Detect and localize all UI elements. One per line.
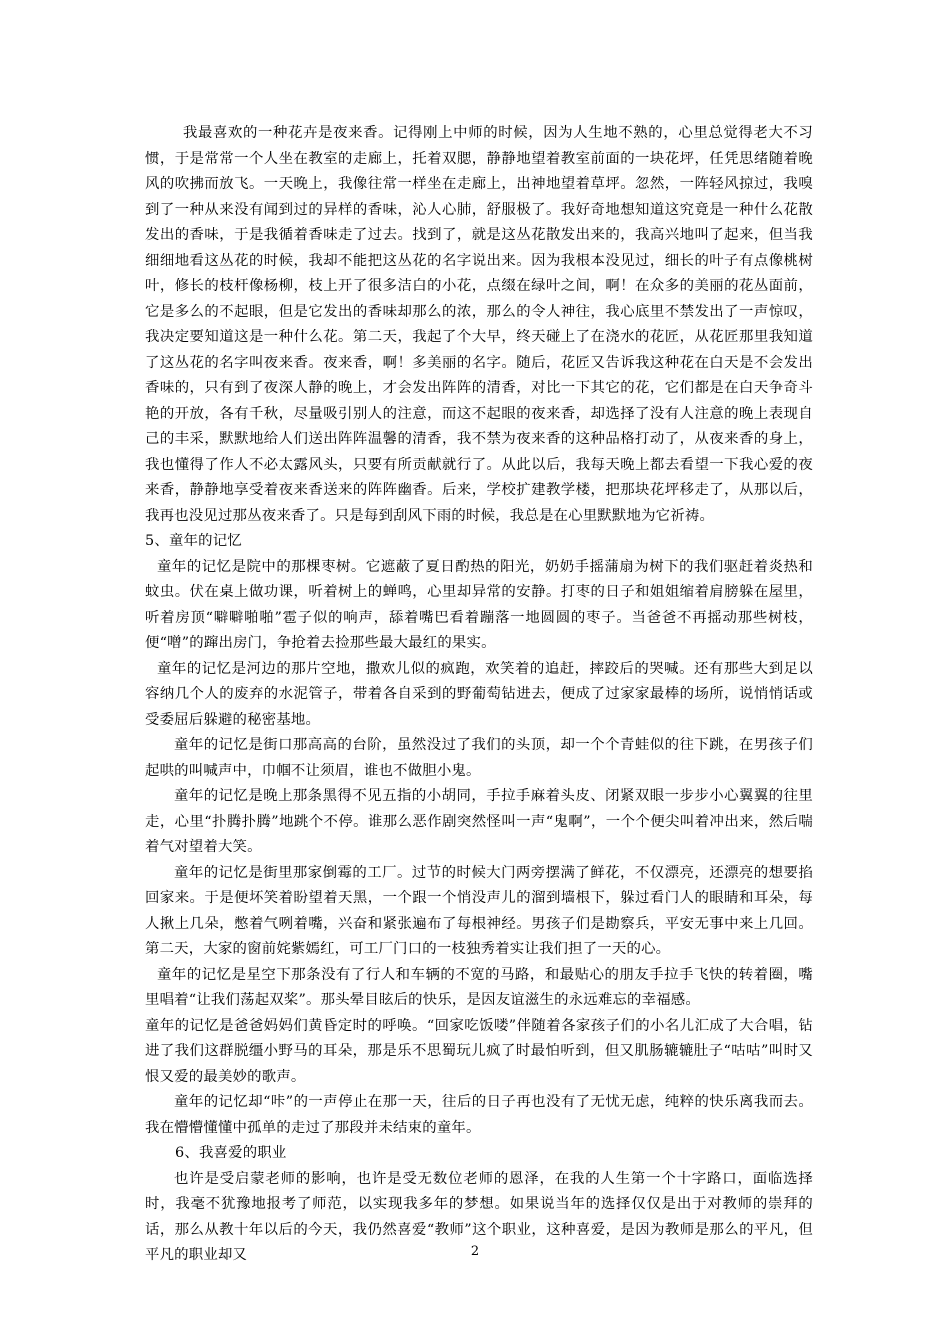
section-heading-favorite-profession: 6、我喜爱的职业 <box>175 1145 287 1161</box>
page-number: 2 <box>470 1244 480 1259</box>
section-heading-childhood-memory: 5、童年的记忆 <box>145 533 242 549</box>
paragraph-starry-road: 童年的记忆是星空下那条没有了行人和车辆的不宽的马路，和最贴心的朋友手拉手飞快的转着圈，嘴里唱着“让我们荡起双桨”。那头晕目眩后的快乐，是因友谊滋生的永远难忘的幸福感。 <box>145 966 813 1008</box>
paragraph-parents-call: 童年的记忆是爸爸妈妈们黄昏定时的呼唤。“回家吃饭喽”伴随着各家孩子们的小名儿汇成了大合唱，钻进了我们这群脱缰小野马的耳朵，那是乐不思蜀玩儿疯了时最怕听到，但又肌肠辘辘肚子“咕咕”叫时又恨又爱的最美妙的歌声。 <box>145 1017 813 1085</box>
paragraph-evening-primrose: 我最喜欢的一种花卉是夜来香。记得刚上中师的时候，因为人生地不熟的，心里总觉得老大不习惯，于是常常一个人坐在教室的走廊上，托着双腮，静静地望着教室前面的一块花坪，任凭思绪随着晚风的吹拂而放飞。一天晚上，我像往常一样坐在走廊上，出神地望着草坪。忽然，一阵轻风掠过，我嗅到了一种从来没有闻到过的异样的香味，沁人心肺，舒服极了。我好奇地想知道这究竟是一种什么花散发出的香味，于是我循着香味走了过去。找到了，就是这丛花散发出来的，我高兴地叫了起来，但当我细细地看这丛花的时候，我却不能把这丛花的名字说出来。因为我根本没见过，细长的叶子有点像桃树叶，修长的枝杆像杨柳，枝上开了很多洁白的小花，点缀在绿叶之间，啊！在众多的美丽的花丛面前，它是多么的不起眼，但是它发出的香味却那么的浓，那么的令人神往，我心底里不禁发出了一声惊叹，我决定要知道这是一种什么花。第二天，我起了个大早，终天碰上了在浇水的花匠，从花匠那里我知道了这丛花的名字叫夜来香。夜来香，啊！多美丽的名字。随后，花匠又告诉我这种花在白天是不会发出香味的，只有到了夜深人静的晚上，才会发出阵阵的清香，对比一下其它的花，它们都是在白天争奇斗艳的开放，各有千秋，尽量吸引别人的注意，而这不起眼的夜来香，却选择了没有人注意的晚上表现自己的丰采，默默地给人们送出阵阵温馨的清香，我不禁为夜来香的这种品格打动了，从夜来香的身上，我也懂得了作人不必太露风头，只要有所贡献就行了。从此以后，我每天晚上都去看望一下我心爱的夜来香，静静地享受着夜来香送来的阵阵幽香。后来，学校扩建教学楼，把那块花坪移走了，从那以后，我再也没见过那丛夜来香了。只是每到刮风下雨的时候，我总是在心里默默地为它祈祷。 <box>145 125 813 524</box>
document-body <box>145 121 813 1269</box>
paragraph-factory: 童年的记忆是街里那家倒霉的工厂。过节的时候大门两旁摆满了鲜花，不仅漂亮，还漂亮的想要掐回家来。于是便坏笑着盼望着天黑，一个跟一个悄没声儿的溜到墙根下，躲过看门人的眼睛和耳朵，每人揪上几朵，憋着气咧着嘴，兴奋和紧张遍布了每根神经。男孩子们是勘察兵，平安无事中来上几回。第二天，大家的窗前姹紫嫣红，可工厂门口的一枝独秀着实让我们担了一天的心。 <box>145 864 813 957</box>
paragraph-riverside: 童年的记忆是河边的那片空地，撒欢儿似的疯跑，欢笑着的追赶，摔跤后的哭喊。还有那些大到足以容纳几个人的废弃的水泥管子，带着各自采到的野葡萄钻进去，便成了过家家最棒的场所，说悄悄话或受委屈后躲避的秘密基地。 <box>145 660 813 728</box>
paragraph-alley: 童年的记忆是晚上那条黑得不见五指的小胡同，手拉手麻着头皮、闭紧双眼一步步小心翼翼的往里走，心里“扑腾扑腾”地跳个不停。谁那么恶作剧突然怪叫一声“鬼啊”，一个个便尖叫着冲出来，然后喘着气对望着大笑。 <box>145 788 813 855</box>
paragraph-teacher: 也许是受启蒙老师的影响，也许是受无数位老师的恩泽，在我的人生第一个十字路口，面临选择时，我毫不犹豫地报考了师范，以实现我多年的梦想。如果说当年的选择仅仅是出于对教师的崇拜的话，那么从教十年以后的今天，我仍然喜爱“教师”这个职业，这种喜爱，是因为教师是那么的平凡，但平凡的职业却又 <box>145 1170 813 1263</box>
paragraph-childhood-end: 童年的记忆却“咔”的一声停止在那一天，往后的日子再也没有了无忧无虑，纯粹的快乐离我而去。我在懵懵懂懂中孤单的走过了那段并未结束的童年。 <box>145 1094 813 1136</box>
paragraph-steps: 童年的记忆是街口那高高的台阶，虽然没过了我们的头顶，却一个个青蛙似的往下跳，在男孩子们起哄的叫喊声中，巾帼不让须眉，谁也不做胆小鬼。 <box>145 737 813 779</box>
paragraph-jujube-tree: 童年的记忆是院中的那棵枣树。它遮蔽了夏日酌热的阳光，奶奶手摇蒲扇为树下的我们驱赶着炎热和蚊虫。伏在桌上做功课，听着树上的蝉鸣，心里却异常的安静。打枣的日子和姐姐缩着肩膀躲在屋里，听着房顶“噼噼啪啪”雹子似的响声，舔着嘴巴看着蹦落一地圆圆的枣子。当爸爸不再摇动那些树枝，便“噌”的蹿出房门，争抢着去捡那些最大最红的果实。 <box>145 558 813 651</box>
